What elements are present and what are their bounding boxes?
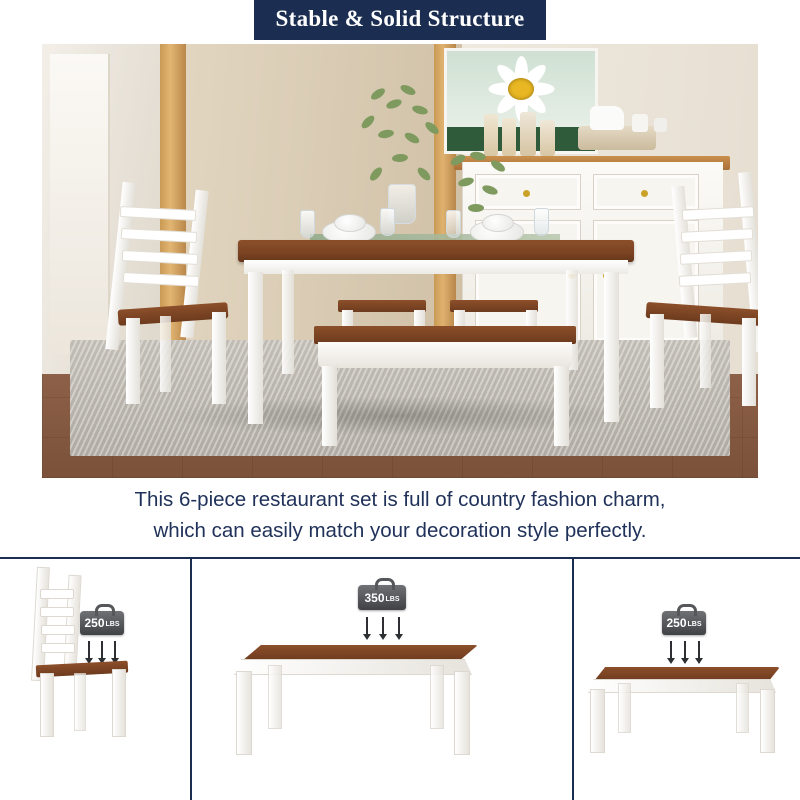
bench-apron bbox=[318, 342, 572, 368]
capacity-panel-bench bbox=[574, 559, 800, 800]
load-arrow-1 bbox=[88, 641, 90, 659]
chair-right-slat-4 bbox=[679, 272, 751, 287]
weight-badge-chair bbox=[80, 611, 124, 635]
load-arrow-1 bbox=[670, 641, 672, 659]
white-teapot bbox=[590, 106, 624, 130]
badge-handle-icon bbox=[677, 604, 697, 616]
load-arrow-3 bbox=[398, 617, 400, 635]
spice-jar-1 bbox=[484, 114, 498, 156]
badge-handle-icon bbox=[375, 578, 395, 590]
wine-glass-4 bbox=[534, 208, 549, 236]
chair-right-leg-1 bbox=[650, 314, 664, 408]
dining-room-scene bbox=[42, 44, 758, 478]
hero-product-photo bbox=[42, 44, 758, 478]
load-arrow-2 bbox=[684, 641, 686, 659]
wine-glass-3 bbox=[446, 210, 461, 238]
page-title: Stable & Solid Structure bbox=[254, 0, 547, 43]
load-arrow-3 bbox=[698, 641, 700, 659]
art-flower-center bbox=[508, 78, 534, 100]
wine-glass-2 bbox=[380, 208, 395, 236]
load-arrow-3 bbox=[114, 641, 116, 659]
caption-line-1: This 6-piece restaurant set is full of country fashion charm, bbox=[134, 488, 666, 511]
table-leg-front-right bbox=[604, 272, 619, 422]
weight-badge-table bbox=[358, 585, 406, 610]
load-arrow-2 bbox=[101, 641, 103, 659]
weight-value-chair: 250 bbox=[84, 616, 105, 630]
spice-jar-2 bbox=[502, 118, 516, 156]
capacity-panel-table bbox=[190, 559, 574, 800]
spice-jar-3 bbox=[520, 112, 536, 156]
chair-right-slat-3 bbox=[680, 250, 752, 265]
chair-left bbox=[100, 182, 260, 432]
weight-unit-chair: LBS bbox=[105, 621, 120, 628]
weight-value-bench: 250 bbox=[666, 616, 687, 630]
small-cup bbox=[654, 118, 667, 132]
weight-unit-bench: LBS bbox=[687, 621, 702, 628]
load-arrow-2 bbox=[382, 617, 384, 635]
bench-leg-right bbox=[554, 366, 569, 446]
capacity-panel-chair bbox=[0, 559, 190, 800]
load-arrow-1 bbox=[366, 617, 368, 635]
chair-right-leg-3 bbox=[700, 314, 711, 388]
caption-line-2: which can easily match your decoration style perfectly. bbox=[153, 519, 647, 542]
bowl-right bbox=[482, 214, 514, 232]
bench-leg-left bbox=[322, 366, 337, 446]
chair-left-leg-3 bbox=[160, 316, 171, 392]
weight-unit-table: LBS bbox=[385, 595, 400, 603]
chair-right-slat-2 bbox=[681, 228, 753, 243]
bowl-left bbox=[334, 214, 366, 232]
chair-left-leg-1 bbox=[126, 318, 140, 404]
caption-block bbox=[42, 484, 758, 546]
weight-badge-bench bbox=[662, 611, 706, 635]
chair-right bbox=[634, 172, 758, 434]
chair-left-slat-2 bbox=[121, 228, 197, 243]
white-jar bbox=[632, 114, 648, 132]
weight-value-table: 350 bbox=[364, 590, 385, 605]
table-leg-back-left bbox=[282, 270, 294, 374]
spice-jar-4 bbox=[540, 120, 555, 156]
chair-left-leg-2 bbox=[212, 312, 226, 404]
chair-left-slat-3 bbox=[122, 250, 198, 265]
header-banner bbox=[0, 0, 800, 42]
weight-capacity-section bbox=[0, 559, 800, 800]
wine-glass-1 bbox=[300, 210, 315, 238]
badge-handle-icon bbox=[95, 604, 115, 616]
chair-right-leg-2 bbox=[742, 318, 756, 406]
dining-table-top bbox=[238, 240, 634, 262]
